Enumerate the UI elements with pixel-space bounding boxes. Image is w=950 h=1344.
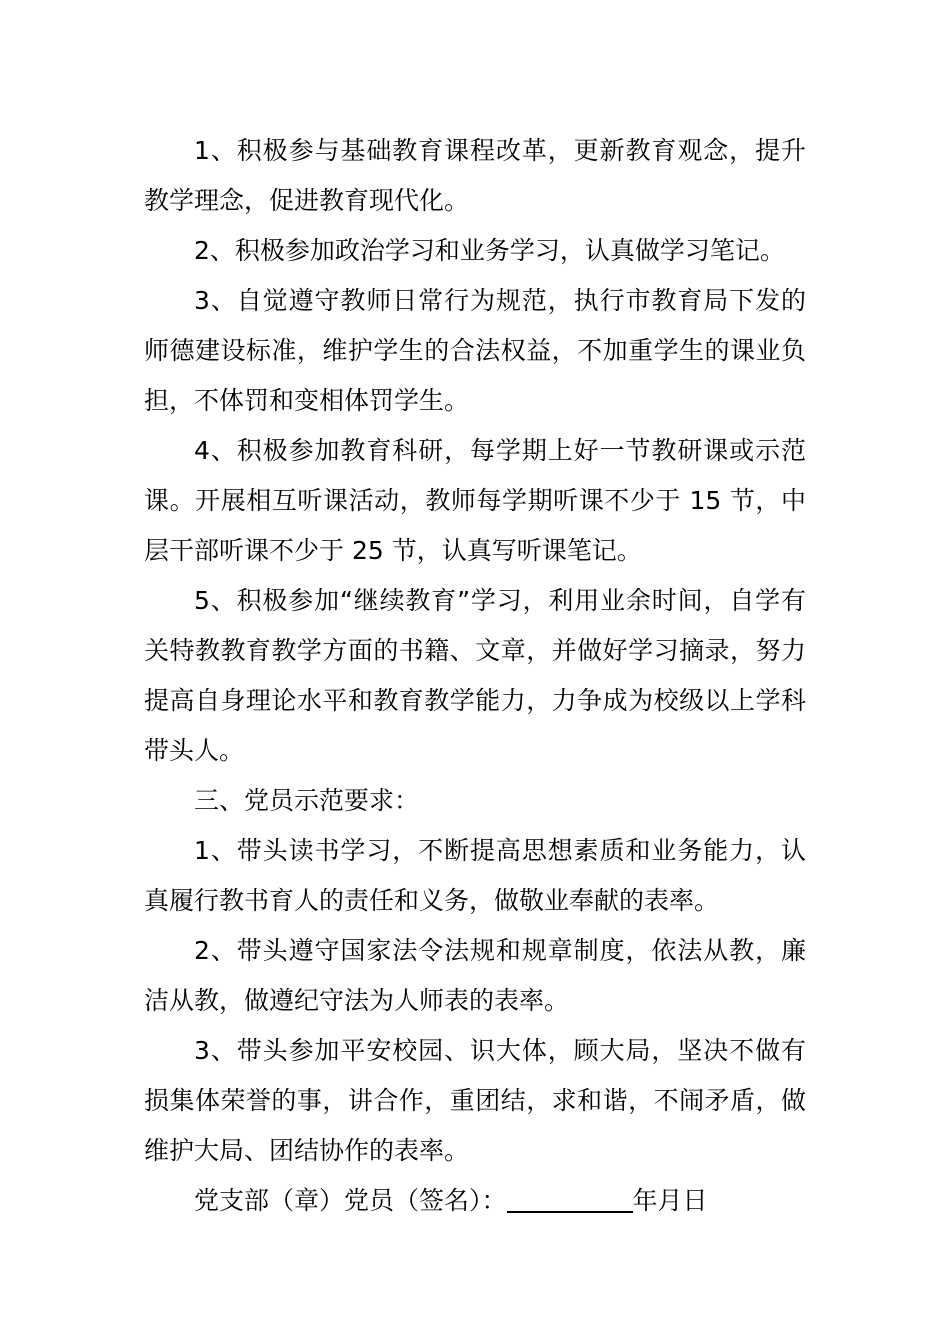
- paragraph-8: 3、带头参加平安校园、识大体，顾大局，坚决不做有损集体荣誉的事，讲合作，重团结，求和谐，不闹矛盾，做维护大局、团结协作的表率。: [144, 1036, 806, 1165]
- signature-blank: [507, 1181, 633, 1213]
- paragraph-2: 2、积极参加政治学习和业务学习，认真做学习笔记。: [194, 236, 785, 265]
- signature-line: [144, 1176, 806, 1226]
- paragraph-7: 2、带头遵守国家法令法规和规章制度，依法从教，廉洁从教，做遵纪守法为人师表的表率。: [144, 936, 806, 1015]
- signature-label: 党支部（章）党员（签名）：: [194, 1186, 507, 1215]
- date-label: 年月日: [632, 1186, 708, 1215]
- paragraph-6: 1、带头读书学习，不断提高思想素质和业务能力，认真履行教书育人的责任和义务，做敬业奉献的表率。: [144, 836, 806, 915]
- paragraph-3: 3、自觉遵守教师日常行为规范，执行市教育局下发的师德建设标准，维护学生的合法权益，不加重学生的课业负担，不体罚和变相体罚学生。: [144, 286, 806, 415]
- paragraph-5: 5、积极参加“继续教育”学习，利用业余时间，自学有关特教教育教学方面的书籍、文章，并做好学习摘录，努力提高自身理论水平和教育教学能力，力争成为校级以上学科带头人。: [144, 586, 806, 765]
- document-body: [144, 126, 806, 1226]
- section-heading-party-member-requirements: 三、党员示范要求：: [194, 786, 420, 815]
- paragraph-4: 4、积极参加教育科研，每学期上好一节教研课或示范课。开展相互听课活动，教师每学期听课不少于 15 节，中层干部听课不少于 25 节，认真写听课笔记。: [144, 436, 806, 565]
- paragraph-1: 1、积极参与基础教育课程改革，更新教育观念，提升教学理念，促进教育现代化。: [144, 136, 806, 215]
